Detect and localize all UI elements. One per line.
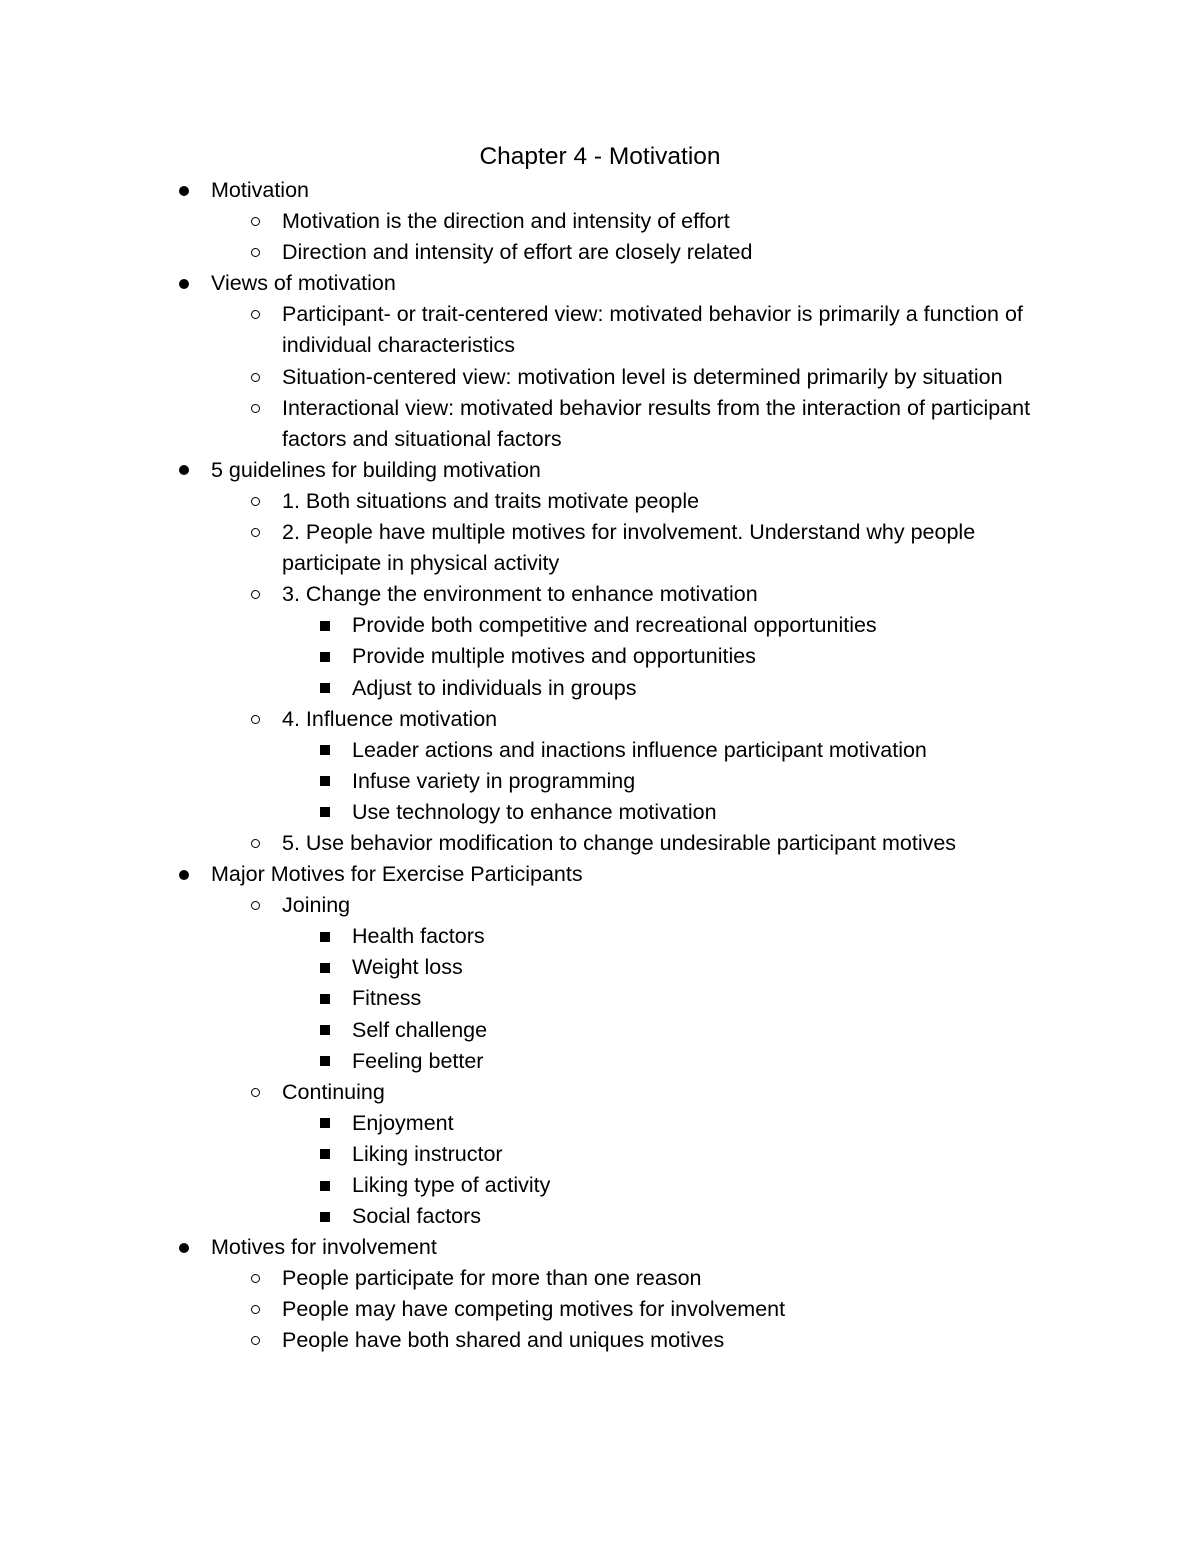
sub-item <box>0 362 1200 393</box>
sub-sub-list <box>0 610 1200 703</box>
circle-bullet-icon <box>245 362 265 393</box>
section-item <box>0 859 1200 1232</box>
sub-item <box>0 1294 1200 1325</box>
outline-list <box>0 175 1200 1357</box>
square-bullet-icon <box>315 1170 335 1201</box>
section-item-text: 5 guidelines for building motivation <box>211 457 541 482</box>
sub-sub-item <box>0 952 1200 983</box>
circle-bullet-icon <box>245 704 265 735</box>
square-bullet-icon <box>315 766 335 797</box>
sub-list <box>0 206 1200 268</box>
sub-sub-item <box>0 1201 1200 1232</box>
sub-sub-item-text: Enjoyment <box>352 1110 454 1135</box>
sub-sub-item-text: Leader actions and inactions influence participant motivation <box>352 737 927 762</box>
sub-item-text: Participant- or trait-centered view: motivated behavior is primarily a function of individual characteristics <box>282 302 1023 358</box>
sub-item-text: Direction and intensity of effort are closely related <box>282 240 753 265</box>
circle-bullet-icon <box>245 1263 265 1294</box>
sub-item-text: Continuing <box>282 1079 385 1104</box>
section-item <box>0 1232 1200 1356</box>
sub-item-text: 1. Both situations and traits motivate people <box>282 488 700 513</box>
sub-sub-item-text: Health factors <box>352 924 485 949</box>
square-bullet-icon <box>315 921 335 952</box>
sub-sub-list <box>0 735 1200 828</box>
sub-sub-list <box>0 921 1200 1076</box>
circle-bullet-icon <box>245 1294 265 1325</box>
sub-item-text: 5. Use behavior modification to change undesirable participant motives <box>282 830 957 855</box>
sub-sub-item <box>0 1139 1200 1170</box>
sub-item-text: Interactional view: motivated behavior results from the interaction of participant factors and situational factors <box>282 395 1031 451</box>
sub-sub-item <box>0 1170 1200 1201</box>
square-bullet-icon <box>315 673 335 704</box>
sub-sub-item <box>0 735 1200 766</box>
sub-item-text: People may have competing motives for involvement <box>282 1297 786 1322</box>
square-bullet-icon <box>315 1015 335 1046</box>
sub-item <box>0 1325 1200 1356</box>
disc-bullet-icon <box>174 175 194 206</box>
square-bullet-icon <box>315 952 335 983</box>
circle-bullet-icon <box>245 1077 265 1108</box>
sub-sub-item-text: Infuse variety in programming <box>352 768 636 793</box>
section-item-text: Motives for involvement <box>211 1235 437 1260</box>
sub-item-text: 4. Influence motivation <box>282 706 498 731</box>
sub-item <box>0 486 1200 517</box>
circle-bullet-icon <box>245 486 265 517</box>
square-bullet-icon <box>315 641 335 672</box>
section-item <box>0 268 1200 455</box>
sub-item-text: People participate for more than one reason <box>282 1266 702 1291</box>
sub-item <box>0 237 1200 268</box>
sub-sub-item-text: Feeling better <box>352 1048 484 1073</box>
sub-sub-item-text: Use technology to enhance motivation <box>352 799 717 824</box>
sub-sub-item <box>0 1015 1200 1046</box>
sub-sub-item-text: Adjust to individuals in groups <box>352 675 637 700</box>
circle-bullet-icon <box>245 828 265 859</box>
sub-item-text: Situation-centered view: motivation level is determined primarily by situation <box>282 364 1003 389</box>
circle-bullet-icon <box>245 237 265 268</box>
sub-item <box>0 890 1200 1077</box>
sub-item <box>0 517 1200 579</box>
square-bullet-icon <box>315 797 335 828</box>
section-item <box>0 175 1200 268</box>
page-title: Chapter 4 - Motivation <box>479 143 721 170</box>
section-item-text: Views of motivation <box>211 271 396 296</box>
sub-list <box>0 890 1200 1232</box>
square-bullet-icon <box>315 983 335 1014</box>
sub-sub-item-text: Social factors <box>352 1204 482 1229</box>
sub-list <box>0 1263 1200 1356</box>
sub-sub-item <box>0 673 1200 704</box>
circle-bullet-icon <box>245 299 265 330</box>
sub-list <box>0 486 1200 859</box>
sub-sub-item-text: Fitness <box>352 986 422 1011</box>
sub-sub-item <box>0 641 1200 672</box>
sub-sub-item-text: Liking type of activity <box>352 1173 551 1197</box>
sub-item <box>0 206 1200 237</box>
sub-sub-item <box>0 797 1200 828</box>
sub-sub-item-text: Provide multiple motives and opportunities <box>352 644 756 669</box>
disc-bullet-icon <box>174 859 194 890</box>
sub-sub-list <box>0 1108 1200 1232</box>
square-bullet-icon <box>315 1201 335 1232</box>
sub-list <box>0 299 1200 454</box>
section-item <box>0 455 1200 859</box>
sub-item <box>0 704 1200 828</box>
sub-item <box>0 1077 1200 1232</box>
sub-sub-item <box>0 1046 1200 1077</box>
sub-item-text: 2. People have multiple motives for involvement. Understand why people participate in physical activity <box>282 520 976 576</box>
disc-bullet-icon <box>174 268 194 299</box>
square-bullet-icon <box>315 735 335 766</box>
sub-sub-item-text: Liking instructor <box>352 1141 503 1166</box>
circle-bullet-icon <box>245 890 265 921</box>
square-bullet-icon <box>315 1046 335 1077</box>
sub-item-text: 3. Change the environment to enhance motivation <box>282 582 758 607</box>
square-bullet-icon <box>315 1108 335 1139</box>
disc-bullet-icon <box>174 1232 194 1263</box>
sub-item <box>0 1263 1200 1294</box>
sub-item-text: Joining <box>282 893 351 918</box>
circle-bullet-icon <box>245 517 265 548</box>
sub-sub-item <box>0 921 1200 952</box>
sub-item <box>0 299 1200 361</box>
circle-bullet-icon <box>245 393 265 424</box>
section-item-text: Motivation <box>211 178 309 202</box>
sub-sub-item <box>0 766 1200 797</box>
square-bullet-icon <box>315 1139 335 1170</box>
sub-item-text: Motivation is the direction and intensity of effort <box>282 209 730 234</box>
square-bullet-icon <box>315 610 335 641</box>
outline-content <box>0 175 1200 1357</box>
sub-sub-item <box>0 983 1200 1014</box>
sub-sub-item-text: Provide both competitive and recreational opportunities <box>352 613 877 638</box>
circle-bullet-icon <box>245 1325 265 1356</box>
sub-sub-item <box>0 610 1200 641</box>
sub-sub-item-text: Self challenge <box>352 1017 488 1042</box>
sub-item <box>0 579 1200 703</box>
sub-item <box>0 828 1200 859</box>
sub-item <box>0 393 1200 455</box>
sub-item-text: People have both shared and uniques motives <box>282 1328 725 1353</box>
section-item-text: Major Motives for Exercise Participants <box>211 862 583 887</box>
circle-bullet-icon <box>245 579 265 610</box>
disc-bullet-icon <box>174 455 194 486</box>
sub-sub-item <box>0 1108 1200 1139</box>
sub-sub-item-text: Weight loss <box>352 955 463 980</box>
circle-bullet-icon <box>245 206 265 237</box>
